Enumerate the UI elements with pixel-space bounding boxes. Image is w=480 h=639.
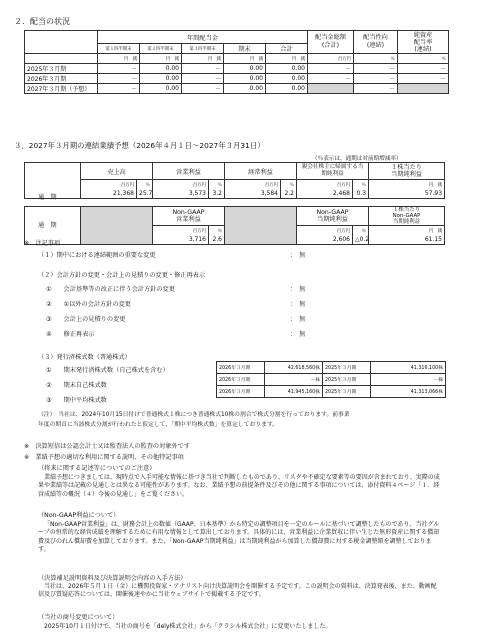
unit-million: 百万円 [297, 180, 353, 190]
cell: 2026年３月期 [217, 362, 265, 374]
cell: － [354, 74, 398, 84]
unit-million: 百万円 [153, 226, 209, 236]
note-2: （２）会計方針の変更・会計上の見積りの変更・修正再表示 [38, 272, 206, 279]
notes-head: ※ 注記事項 [24, 240, 61, 247]
cell: 0.00 [266, 74, 308, 84]
sales-header: 売上高 [81, 163, 153, 180]
cell: 3,573 [153, 189, 209, 199]
annual-dividend-header: 年間配当金 [98, 31, 308, 44]
table-row [25, 84, 449, 94]
shares-table [216, 361, 446, 398]
cell: － [182, 84, 224, 94]
forecast-table [24, 162, 445, 199]
nongaap-op-header: Non-GAAP 営業利益 [153, 207, 225, 226]
cell: 2,468 [297, 189, 353, 199]
item-label: 期末自己株式数 [63, 382, 107, 389]
cell: 61.15 [369, 235, 445, 245]
nongaap-head: （Non-GAAP利益について） [38, 512, 120, 519]
operating-profit-header: 営業利益 [153, 163, 225, 180]
cell: 0.00 [266, 64, 308, 74]
unit-percent: ％ [354, 54, 398, 64]
list-item [46, 314, 125, 323]
item-label: 会計上の見積りの変更 [63, 316, 126, 323]
cell: － [308, 74, 354, 84]
cell: △0.2 [353, 235, 369, 245]
col-q1: 第１四半期末 [98, 44, 140, 54]
note-1: （１）期中における連結範囲の重要な変更 [38, 252, 156, 259]
section-2-title: ２．配当の状況 [14, 17, 70, 26]
cell: 21,368 [81, 189, 137, 199]
item-number: ① [46, 286, 52, 293]
forward-looking-head: （将来に関する記述等についてのご注意） [38, 465, 156, 472]
item-number: ④ [46, 331, 52, 338]
table-row [217, 362, 446, 374]
cell: 2026年３月期 [217, 386, 265, 398]
nongaap-paragraph: 「Non-GAAP営業利益」は、財務会計上の数値（GAAP、日本基準）から特定の調整項目を一定のルールに基づいて調整したものであり、当社グループの恒常的な経営成績を理解するために有用な情報として算出しております。具体的には、営業利益に企業買収に伴い生じた無形資産に関する償却費及びのれん償却費を加算しております。また、「Non-GAAP当期純利益」は当期純利益から加算した償却費に対する税金調整額を調整しております。 [38, 521, 440, 553]
payout-ratio-header: 配当性向 (連結) [354, 31, 398, 54]
cell: 2025年３月期 [323, 374, 371, 386]
item-number: ② [46, 382, 52, 389]
cell: － [98, 84, 140, 94]
audit-line: ※ 決算短信は公認会計士又は監査法人の監査の対象外です [24, 443, 191, 450]
material-head: （決算補足説明資料及び決算説明会内容の入手方法） [38, 575, 187, 582]
nongaap-eps-header: １株当たり Non-GAAP 当期純利益 [369, 207, 445, 226]
cell: 3,584 [225, 189, 281, 199]
col-q3: 第３四半期末 [182, 44, 224, 54]
cell: 0.3 [353, 189, 369, 199]
unit-million: 百万円 [153, 180, 209, 190]
item-value: ： 無 [290, 331, 306, 338]
cell: 3.2 [209, 189, 225, 199]
cell: 25.7 [137, 189, 153, 199]
cell: 41,316,100株 [371, 362, 446, 374]
net-income-header: 親会社株主に帰属する当期純利益 [297, 163, 369, 180]
row-label-full-year: 通 期 [38, 194, 57, 201]
list-item [46, 329, 94, 338]
unit-yen: 円 銭 [140, 54, 182, 64]
col-q2: 第２四半期末 [140, 44, 182, 54]
cell: 2026年３月期 [217, 374, 265, 386]
list-item [46, 380, 107, 389]
unit-percent: ％ [209, 180, 225, 190]
cell: 0.00 [140, 84, 182, 94]
corner-cell [25, 31, 98, 54]
unit-percent: ％ [353, 180, 369, 190]
cell: 0.00 [224, 84, 266, 94]
dividend-table [24, 30, 449, 94]
section-3-title: ３．2027年３月期の連結業績予想（2026年４月１日～2027年３月31日） [14, 141, 265, 150]
col-yearend: 期末 [224, 44, 266, 54]
unit-million: 百万円 [308, 54, 354, 64]
unit-yen: 円 銭 [98, 54, 140, 64]
item-label: ①以外の会計方針の変更 [63, 301, 131, 308]
cell: 0.00 [140, 74, 182, 84]
cell: 41,313,066株 [371, 386, 446, 398]
cell: 0.00 [224, 64, 266, 74]
cell: － [308, 64, 354, 74]
cell: －株 [371, 374, 446, 386]
table-row [217, 374, 446, 386]
eps-header: １株当たり 当期純利益 [369, 163, 445, 180]
cell: 41,945,160株 [265, 386, 323, 398]
list-item [46, 365, 169, 374]
rename-head: （当社の商号変更について） [38, 614, 119, 621]
cell-shaded [225, 207, 297, 245]
item-value: ： 無 [290, 301, 306, 308]
cell: 0.00 [224, 74, 266, 84]
item-number: ③ [46, 316, 52, 323]
col-total: 合計 [266, 44, 308, 54]
cell: － [98, 74, 140, 84]
nongaap-table [24, 206, 445, 245]
cell: － [398, 64, 449, 74]
row-label: 2025年３月期 [25, 64, 98, 74]
forecast-note: （％表示は、通期は対前期増減率） [312, 156, 402, 162]
unit-yen: 円 銭 [369, 180, 445, 190]
share-split-note-1: （注） 当社は、2024年10月15日付けで普通株式１株につき普通株式10株の割合で株式分割を行っております。前事業 [38, 412, 350, 418]
item-value: ： 無 [290, 316, 306, 323]
item-number: ③ [46, 397, 52, 404]
cell-shaded [81, 207, 153, 245]
cell: － [182, 64, 224, 74]
share-split-note-2: 年度の期首に当該株式分割が行われたと仮定して、「期中平均株式数」を算定しております。 [38, 422, 278, 428]
cell: － [98, 64, 140, 74]
nongaap-net-header: Non-GAAP 当期純利益 [297, 207, 369, 226]
item-label: 修正再表示 [63, 331, 95, 338]
cell: 57.93 [369, 189, 445, 199]
list-item [46, 284, 175, 293]
table-row [25, 74, 449, 84]
unit-percent: ％ [353, 226, 369, 236]
cell: 0.00 [266, 84, 308, 94]
item-number: ① [46, 367, 52, 374]
unit-percent: ％ [398, 54, 449, 64]
row-label-full-year: 通 期 [38, 222, 57, 229]
cell: － [354, 64, 398, 74]
table-row [25, 189, 445, 199]
item-label: 期中平均株式数 [63, 397, 107, 404]
total-dividend-header: 配当金総額 (合計) [308, 31, 354, 54]
item-number: ② [46, 301, 52, 308]
unit-percent: ％ [281, 180, 297, 190]
unit-yen: 円 銭 [266, 54, 308, 64]
cell: － [398, 74, 449, 84]
note-3: （３）発行済株式数（普通株式） [38, 354, 131, 361]
unit-yen: 円 銭 [224, 54, 266, 64]
cell: － [354, 84, 398, 94]
unit-yen: 円 銭 [182, 54, 224, 64]
list-item [46, 299, 131, 308]
material-paragraph: 当社は、2026年５月１日（金）に機関投資家・アナリスト向け決算説明会を開催する予定です。この説明会の資料は、決算発表後、また、動画配信及び質疑応答については、開催後速やかに当社ウェブサイトで掲載する予定です。 [38, 583, 437, 599]
cell: 0.00 [140, 64, 182, 74]
forward-looking-paragraph: 業績予想につきましては、現時点で入手可能な情報に基づき当社で判断したものであり、リスクや不確定な要素等の要因が含まれており、実際の成果や業績等は記載の見通しとは異なる可能性があります。なお、業績予想の前提条件及びその他に関する事項については、添付資料４ページ「１．経営成績等の概況（４）今後の見通し」をご覧ください。 [38, 474, 440, 498]
item-label: 期末発行済株式数（自己株式を含む） [63, 367, 169, 374]
table-row [217, 386, 446, 398]
doe-header: 純資産 配当率 (連結) [398, 31, 449, 54]
cell-shaded [308, 84, 354, 94]
rename-paragraph: 2025年10月１日付けで、当社の商号を「dely株式会社」から「クラシル株式会社」に変更いたしました。 [44, 623, 332, 630]
list-item [46, 395, 107, 404]
cell: 3,716 [153, 235, 209, 245]
unit-yen: 円 銭 [369, 226, 445, 236]
cell: 2025年３月期 [323, 386, 371, 398]
unit-percent: ％ [209, 226, 225, 236]
cell: 2025年３月期 [323, 362, 371, 374]
row-label: 2026年３月期 [25, 74, 98, 84]
item-value: ： 無 [290, 286, 306, 293]
cell: －株 [265, 374, 323, 386]
row-label: 2027年３月期（予想） [25, 84, 98, 94]
ordinary-profit-header: 経常利益 [225, 163, 297, 180]
cell-shaded [398, 84, 449, 94]
cell: 2.2 [281, 189, 297, 199]
unit-percent: ％ [137, 180, 153, 190]
note-1-value: ： 無 [290, 252, 306, 259]
cell: 2.6 [209, 235, 225, 245]
cell: 2,606 [297, 235, 353, 245]
item-label: 会計基準等の改正に伴う会計方針の変更 [63, 286, 175, 293]
unit-million: 百万円 [81, 180, 137, 190]
forecast-usage-line: ※ 業績予想の適切な利用に関する説明、その他特記事項 [24, 454, 184, 461]
unit-million: 百万円 [297, 226, 353, 236]
cell: 42,618,560株 [265, 362, 323, 374]
unit-million: 百万円 [225, 180, 281, 190]
cell: － [182, 74, 224, 84]
table-row [25, 64, 449, 74]
